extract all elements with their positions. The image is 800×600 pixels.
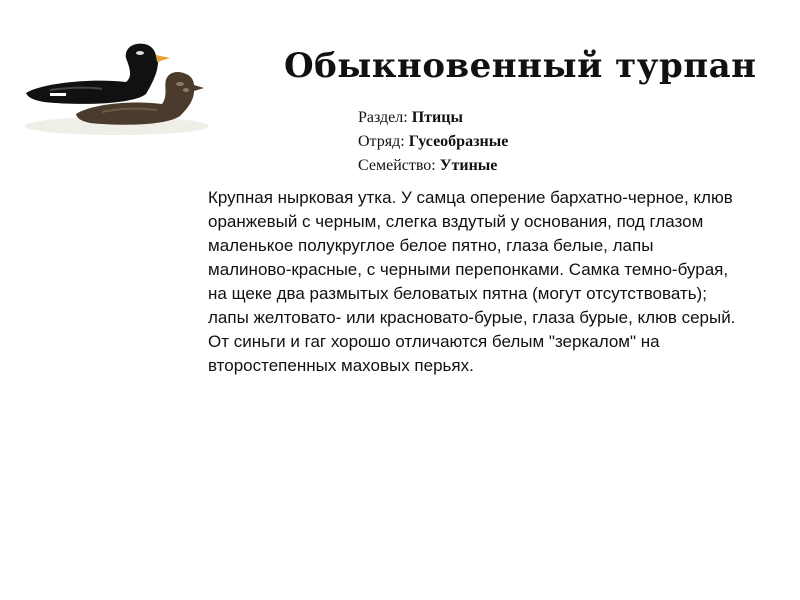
family-label: Семейство: (358, 157, 440, 174)
taxonomy-section (358, 106, 508, 130)
taxonomy-order (358, 130, 508, 154)
male-duck (26, 44, 170, 104)
order-value: Гусеобразные (408, 133, 509, 150)
section-label: Раздел: (358, 109, 412, 126)
velvet-scoter-illustration (22, 38, 212, 138)
page-title: Обыкновенный турпан (284, 46, 757, 86)
taxonomy-block (358, 106, 508, 178)
family-value: Утиные (439, 157, 498, 174)
description-text: Крупная нырковая утка. У самца оперение бархатно-черное, клюв оранжевый с черным, слегка вздутый у основания, под глазом маленькое полукруглое белое пятно, глаза белые, лапы малиново-красные, с черными перепонками. Самка темно-бурая, на щеке два размытых беловатых пятна (могут отсутствовать); лапы желтовато- или красновато-бурые, глаза бурые, клюв серый. От синьги и гаг хорошо отличаются белым "зеркалом" на второстепенных маховых перьях. (208, 188, 736, 375)
section-value: Птицы (411, 109, 463, 126)
order-label: Отряд: (358, 133, 409, 150)
taxonomy-family (358, 154, 508, 178)
